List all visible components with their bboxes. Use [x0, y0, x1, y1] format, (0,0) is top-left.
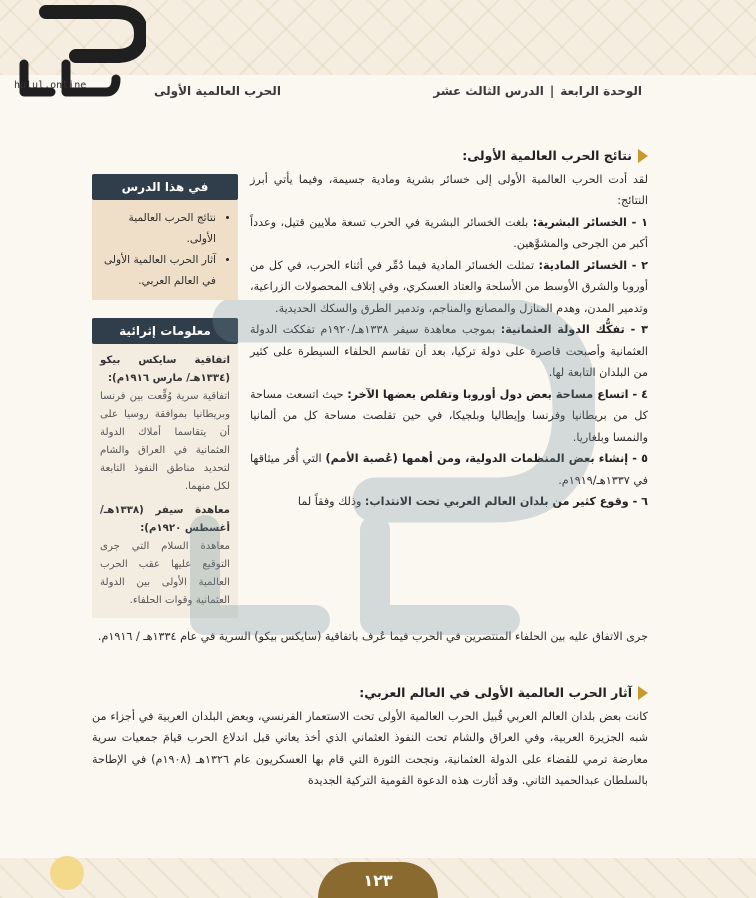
lesson-label: الدرس الثالث عشر — [433, 84, 544, 98]
sidebar-body — [92, 200, 238, 300]
section-title: آثار الحرب العالمية الأولى في العالم العربي: — [92, 682, 648, 704]
info-heading: معاهدة سيفر (١٣٣٨هـ/أغسطس ١٩٢٠م): — [100, 505, 230, 534]
sidebar-in-this-lesson — [92, 174, 238, 300]
list-item: ٦ - وقوع كثير من بلدان العالم العربي تحت الانتداب: وذلك وفقاً لما — [297, 495, 648, 508]
intro-paragraph: لقد أدت الحرب العالمية الأولى إلى خسائر بشرية ومادية جسيمة، وفيما يأتي أبرز النتائج: — [250, 172, 648, 207]
unit-label: الوحدة الرابعة — [560, 84, 642, 98]
section2-paragraph: كانت بعض بلدان العالم العربي قُبيل الحرب العالمية الأولى تحت الاستعمار الفرنسي، وبعض البلدان العربية في أجزاء من شبه الجزيرة العربية، وفي العراق والشام تحت النفوذ العثماني الذي أخذ يعاني قبل اندلاع الحرب قيامَ جمعيات سرية معارضة ترمي للقضاء على الدولة العثمانية، ونجحت الثورة التي قام بها العسكريون عام ١٣٢٦هـ (١٩٠٨م) في الإطاحة بالسلطان عبدالحميد الثاني. وقد أثارت هذه الدعوة القومية التركية الجديدة — [92, 709, 648, 787]
triangle-bullet-icon — [638, 149, 648, 163]
list-item: ٣ - تفكُّك الدولة العثمانية: بموجب معاهدة سيفر ١٣٣٨هـ/١٩٢٠م تفككت الدولة العثمانية وأصبحت قاصرة على دولة تركيا، بعد أن تقاسم الحلفاء السيطرة على كثير من البلدان التابعة لها. — [250, 323, 648, 379]
topic-label: الحرب العالمية الأولى — [154, 84, 281, 98]
main-content — [250, 145, 648, 513]
sidebar-body — [92, 344, 238, 618]
header-right — [433, 84, 642, 98]
logo-subtext: hulul.online — [14, 80, 87, 91]
corner-badge-icon — [50, 856, 84, 890]
sidebar-item: • آثار الحرب العالمية الأولى في العالم العربي. — [102, 250, 216, 292]
sidebar-enrichment — [92, 318, 238, 618]
page-number: ١٢٣ — [318, 862, 438, 898]
sidebar-title: معلومات إثرائية — [92, 318, 238, 344]
info-heading: اتفاقية سايكس بيكو (١٣٣٤هـ/ مارس ١٩١٦م): — [100, 355, 230, 384]
page-header — [150, 76, 750, 106]
header-separator: | — [549, 84, 555, 98]
section-title: نتائج الحرب العالمية الأولى: — [250, 145, 648, 167]
list-item: ١ - الخسائر البشرية: بلغت الخسائر البشرية في الحرب تسعة ملايين قتيل، وعدداً أكبر من الجرحى والمشوَّهين. — [250, 215, 649, 250]
item6-continuation: جرى الاتفاق عليه بين الحلفاء المنتصرين في الحرب فيما عُرف باتفاقية (سايكس بيكو) السرية في عام ١٣٣٤هـ / ١٩١٦م. — [97, 630, 648, 643]
section2 — [92, 682, 648, 792]
info-text: اتفاقية سرية وُقِّعت بين فرنسا وبريطانيا بموافقة روسيا على أن يتقاسما أملاك الدولة العثمانية في العراق والشام لتحديد مناطق النفوذ التابعة لكل منهما. — [100, 391, 230, 492]
sidebar-item: • نتائج الحرب العالمية الأولى. — [102, 208, 216, 250]
list-item: ٢ - الخسائر المادية: تمثلت الخسائر المادية فيما دُمِّر في أثناء الحرب، في كل من أوروبا والشرق الأوسط من الأسلحة والعتاد العسكري، وفي إتلاف المحصولات الزراعية، وتدمير المدن، وهدم المنازل والمصانع والمناجم، وتدمير الطرق والسكك الحديدية. — [250, 258, 648, 315]
list-item: ٤ - اتساع مساحة بعض دول أوروبا وتقلص بعضها الآخر: حيث اتسعت مساحة كل من بريطانيا وفرنسا وإيطاليا وبلجيكا، في حين تقلصت مساحة كل من ألمانيا والنمسا وبلغاريا. — [250, 387, 648, 444]
sidebar-title: في هذا الدرس — [92, 174, 238, 200]
triangle-bullet-icon — [638, 686, 648, 700]
info-text: معاهدة السلام التي جرى التوقيع عليها عقب الحرب العالمية الأولى بين الدولة العثمانية وقوات الحلفاء. — [100, 541, 230, 606]
list-item: ٥ - إنشاء بعض المنظمات الدولية، ومن أهمها (عُصبة الأمم) التي أُقر ميثاقها في ١٣٣٧هـ/١٩١٩م. — [250, 452, 648, 487]
